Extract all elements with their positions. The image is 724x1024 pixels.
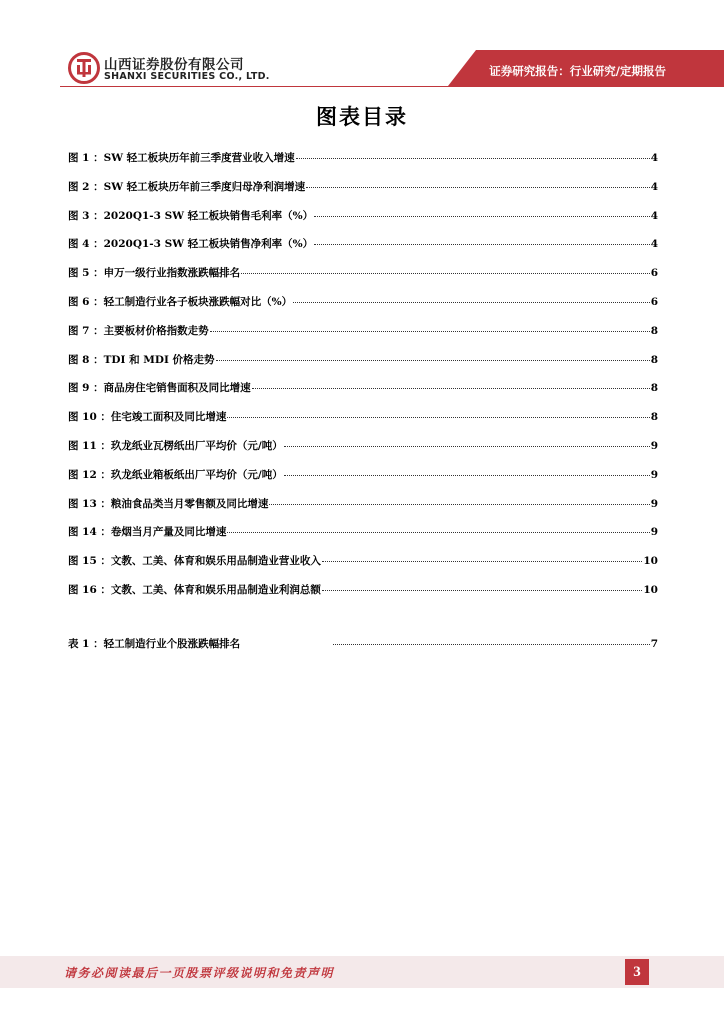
toc-entry-page: 8 <box>650 411 658 424</box>
figure-entry[interactable] <box>68 265 658 294</box>
toc-entry-label: 图 5 ：申万一级行业指数涨跌幅排名 <box>68 267 241 280</box>
dot-leader <box>322 561 642 562</box>
toc-entry-page: 8 <box>650 324 658 337</box>
toc-entry-label: 图 1 ：SW 轻工板块历年前三季度营业收入增速 <box>68 152 295 164</box>
figure-entry[interactable] <box>68 208 658 237</box>
dot-leader <box>252 388 650 389</box>
toc-entry-page: 8 <box>650 382 658 395</box>
figure-entry[interactable] <box>68 582 658 611</box>
header-divider <box>60 86 724 87</box>
toc-entry-label: 图 12 ：玖龙纸业箱板纸出厂平均价（元/吨） <box>68 468 283 481</box>
report-type: 证券研究报告：行业研究/定期报告 <box>489 64 666 78</box>
figure-list <box>68 150 658 611</box>
toc-entry-label: 图 6 ：轻工制造行业各子板块涨跌幅对比（%） <box>68 295 293 308</box>
dot-leader <box>284 446 650 447</box>
toc-entry-page: 10 <box>643 555 658 568</box>
figure-entry[interactable] <box>68 524 658 553</box>
toc-entry-page: 6 <box>650 267 658 280</box>
dot-leader <box>284 475 650 476</box>
figure-entry[interactable] <box>68 352 658 381</box>
page-number: 3 <box>625 959 649 985</box>
toc-entry-label: 图 11 ：玖龙纸业瓦楞纸出厂平均价（元/吨） <box>68 439 283 452</box>
toc-entry-page: 9 <box>650 439 658 452</box>
toc-entry-label: 图 15 ：文教、工美、体育和娱乐用品制造业营业收入 <box>68 555 321 568</box>
company-logo-icon <box>68 52 100 84</box>
toc-entry-label: 图 4 ：2020Q1-3 SW 轻工板块销售净利率（%） <box>68 238 314 251</box>
toc-entry-page: 9 <box>650 526 658 539</box>
toc-entry-label: 图 10 ：住宅竣工面积及同比增速 <box>68 411 227 424</box>
dot-leader <box>227 532 649 533</box>
toc-entry-label: 图 7 ：主要板材价格指数走势 <box>68 324 209 337</box>
dot-leader <box>296 158 650 159</box>
dot-leader <box>314 216 650 217</box>
figure-entry[interactable] <box>68 553 658 582</box>
figure-entry[interactable] <box>68 467 658 496</box>
figure-entry[interactable] <box>68 409 658 438</box>
toc-entry-page: 7 <box>650 638 658 650</box>
table-entry[interactable] <box>68 636 658 665</box>
toc-entry-page: 4 <box>650 180 658 193</box>
dot-leader <box>293 302 650 303</box>
dot-leader <box>306 187 650 188</box>
figure-entry[interactable] <box>68 323 658 352</box>
toc-entry-label: 图 3 ：2020Q1-3 SW 轻工板块销售毛利率（%） <box>68 209 314 222</box>
dot-leader <box>322 590 642 591</box>
footer-disclaimer: 请务必阅读最后一页股票评级说明和免责声明 <box>64 966 335 980</box>
figure-entry[interactable] <box>68 236 658 265</box>
toc-entry-label: 图 9 ：商品房住宅销售面积及同比增速 <box>68 382 251 395</box>
dot-leader <box>227 417 649 418</box>
toc-entry-page: 4 <box>650 152 658 164</box>
company-name-en: SHANXI SECURITIES CO., LTD. <box>104 71 270 82</box>
figure-entry[interactable] <box>68 380 658 409</box>
toc-entry-page: 9 <box>650 497 658 510</box>
page-title: 图表目录 <box>316 104 408 129</box>
toc-entry-label: 图 16 ：文教、工美、体育和娱乐用品制造业利润总额 <box>68 583 321 596</box>
figure-entry[interactable] <box>68 150 658 179</box>
company-name-cn: 山西证券股份有限公司 <box>104 57 244 73</box>
figure-entry[interactable] <box>68 179 658 208</box>
toc-entry-page: 4 <box>650 238 658 251</box>
dot-leader <box>314 244 650 245</box>
toc-entry-page: 8 <box>650 353 658 366</box>
dot-leader <box>216 360 650 361</box>
page-header <box>0 0 724 96</box>
toc-entry-label: 图 8 ：TDI 和 MDI 价格走势 <box>68 353 215 366</box>
toc-entry-label: 图 14 ：卷烟当月产量及同比增速 <box>68 526 227 539</box>
table-list <box>68 636 658 665</box>
toc-entry-label: 图 13 ：粮油食品类当月零售额及同比增速 <box>68 497 269 510</box>
dot-leader <box>241 273 650 274</box>
toc-entry-page: 6 <box>650 295 658 308</box>
dot-leader <box>333 644 650 645</box>
toc-entry-page: 9 <box>650 468 658 481</box>
toc-entry-label: 表 1 ：轻工制造行业个股涨跌幅排名 <box>68 638 241 650</box>
toc-entry-label: 图 2 ：SW 轻工板块历年前三季度归母净利润增速 <box>68 180 306 193</box>
toc-entry-page: 10 <box>643 583 658 596</box>
figure-entry[interactable] <box>68 438 658 467</box>
dot-leader <box>269 504 649 505</box>
figure-entry[interactable] <box>68 294 658 323</box>
dot-leader <box>210 331 650 332</box>
figure-entry[interactable] <box>68 496 658 525</box>
toc-entry-page: 4 <box>650 209 658 222</box>
